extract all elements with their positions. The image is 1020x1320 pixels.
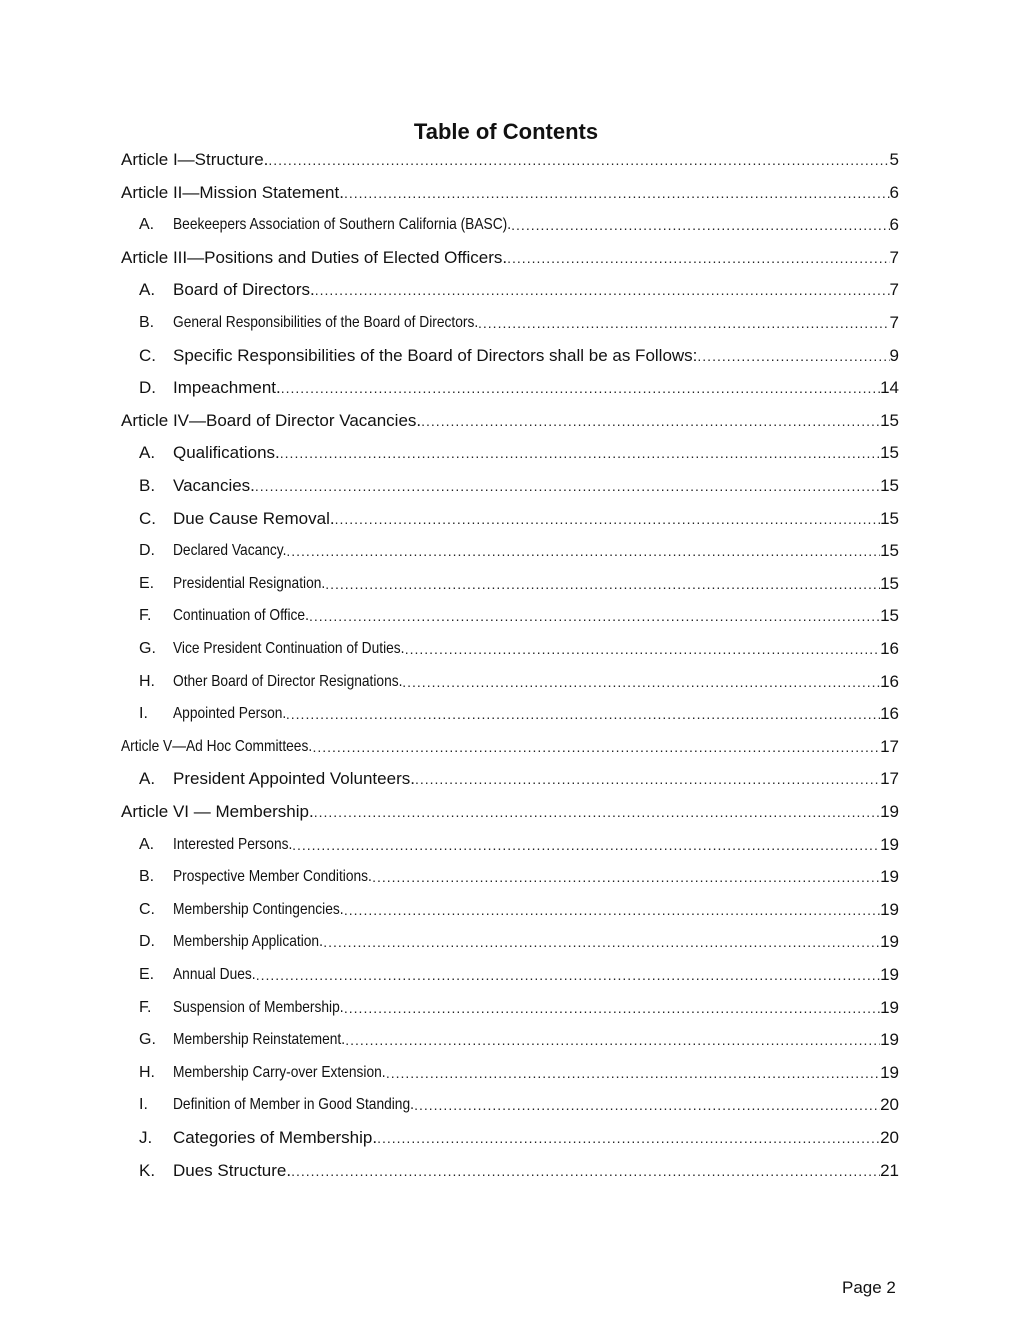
toc-entry-text: Appointed Person. <box>173 705 287 723</box>
toc-entry-label <box>121 802 314 822</box>
toc-entry-letter: E. <box>139 574 155 592</box>
toc-entry-label <box>121 248 507 268</box>
toc-entry-letter: B. <box>139 476 156 495</box>
toc-entry-label <box>139 769 415 789</box>
toc-entry-label <box>139 606 309 626</box>
toc-section-entry[interactable] <box>139 470 899 496</box>
dot-leader <box>415 769 880 789</box>
toc-entry-text: Impeachment. <box>173 378 281 398</box>
toc-entry-label <box>139 672 402 692</box>
dot-leader <box>697 346 889 366</box>
toc-section-entry[interactable] <box>139 829 899 855</box>
toc-entry-label <box>121 150 268 170</box>
toc-entry-page: 19 <box>880 1062 899 1082</box>
toc-entry-page: 6 <box>889 182 899 202</box>
toc-entry-text: Membership Contingencies. <box>173 900 344 918</box>
toc-entry-label <box>139 1030 345 1050</box>
toc-entry-label <box>139 1063 386 1083</box>
toc-entry-page: 16 <box>880 671 899 691</box>
dot-leader <box>345 1030 880 1050</box>
toc-entry-page: 7 <box>889 280 899 300</box>
toc-entry-text: Categories of Membership. <box>173 1128 378 1147</box>
dot-leader <box>507 248 889 268</box>
toc-entry-letter: B. <box>139 868 155 886</box>
toc-entry-letter: C. <box>139 508 156 528</box>
toc-entry-label <box>139 574 325 594</box>
dot-leader <box>511 215 889 235</box>
toc-entry-text: Beekeepers Association of Southern California (BASC). <box>173 216 512 234</box>
toc-entry-text: Qualifications. <box>173 443 280 463</box>
toc-entry-text: Membership Carry-over Extension. <box>173 1063 386 1081</box>
toc-entry-text: Due Cause Removal. <box>173 508 335 528</box>
toc-entry-letter: A. <box>139 443 156 463</box>
toc-section-entry[interactable] <box>139 535 899 561</box>
toc-entry-label <box>139 639 405 659</box>
toc-section-entry[interactable] <box>139 633 899 659</box>
toc-entry-letter: A. <box>139 835 155 853</box>
toc-entry-label <box>139 965 256 985</box>
toc-entry-page: 17 <box>880 736 899 756</box>
toc-entry-page: 14 <box>880 378 899 398</box>
toc-entry-text: Specific Responsibilities of the Board of Directors shall be as Follows: <box>173 345 698 365</box>
toc-entry-letter: H. <box>139 672 155 690</box>
toc-section-entry[interactable] <box>139 568 899 594</box>
toc-entry-page: 17 <box>880 769 899 789</box>
toc-entry-letter: C. <box>139 345 156 365</box>
toc-entry-letter: D. <box>139 542 155 560</box>
toc-entry-label <box>139 215 511 235</box>
toc-entry-letter: D. <box>139 933 155 951</box>
toc-entry-letter: I. <box>139 705 148 723</box>
toc-entry-page: 20 <box>880 1128 899 1147</box>
toc-entry-text: Presidential Resignation. <box>173 574 326 592</box>
dot-leader <box>268 150 889 170</box>
dot-leader <box>402 672 880 692</box>
toc-section-entry[interactable] <box>139 340 899 366</box>
toc-entry-page: 15 <box>880 410 899 430</box>
toc-entry-page: 19 <box>880 932 899 952</box>
dot-leader <box>255 476 880 496</box>
toc-entry-label <box>121 183 344 203</box>
toc-entry-label <box>139 509 335 529</box>
toc-section-entry[interactable] <box>139 274 899 300</box>
toc-entry-label <box>139 932 323 952</box>
dot-leader <box>377 1128 880 1148</box>
toc-entry-text: Continuation of Office. <box>173 607 309 625</box>
toc-entry-label <box>139 835 292 855</box>
toc-entry-page: 9 <box>889 345 899 365</box>
toc-article-entry[interactable] <box>121 144 899 170</box>
dot-leader <box>344 183 890 203</box>
toc-entry-letter: I. <box>139 1096 148 1114</box>
dot-leader <box>323 932 880 952</box>
toc-section-entry[interactable] <box>139 1089 899 1115</box>
toc-entry-page: 16 <box>880 704 899 724</box>
toc-entry-text: Annual Dues. <box>173 966 256 983</box>
toc-entry-label <box>139 1161 291 1181</box>
toc-entry-letter: G. <box>139 640 156 657</box>
toc-entry-label <box>139 443 280 463</box>
toc-entry-label <box>139 280 315 300</box>
dot-leader <box>421 411 880 431</box>
toc-entry-page: 19 <box>880 899 899 919</box>
toc-article-entry[interactable] <box>121 177 899 203</box>
toc-entry-page: 16 <box>880 639 899 658</box>
toc-entry-letter: C. <box>139 900 155 918</box>
dot-leader <box>286 541 880 561</box>
toc-section-entry[interactable] <box>139 666 899 692</box>
toc-article-entry[interactable] <box>121 731 899 757</box>
toc-section-entry[interactable] <box>139 992 899 1018</box>
dot-leader <box>291 1161 880 1181</box>
toc-entry-page: 7 <box>889 247 899 267</box>
toc-entry-page: 15 <box>880 541 899 561</box>
toc-article-entry[interactable] <box>121 405 899 431</box>
toc-entry-label <box>139 867 372 887</box>
toc-section-entry[interactable] <box>139 209 899 235</box>
toc-entry-text: General Responsibilities of the Board of Directors. <box>173 314 479 331</box>
toc-section-entry[interactable] <box>139 437 899 463</box>
toc-entry-letter: B. <box>139 314 155 331</box>
toc-entry-label <box>139 704 286 724</box>
toc-section-entry[interactable] <box>139 307 899 333</box>
toc-entry-page: 19 <box>880 997 899 1017</box>
toc-section-entry[interactable] <box>139 1122 899 1148</box>
toc-entry-label <box>139 313 478 333</box>
toc-entry-page: 19 <box>880 867 899 887</box>
toc-section-entry[interactable] <box>139 1057 899 1083</box>
toc-section-entry[interactable] <box>139 763 899 789</box>
toc-section-entry[interactable] <box>139 503 899 529</box>
toc-entry-label <box>139 998 344 1018</box>
toc-entry-text: Other Board of Director Resignations. <box>173 672 403 690</box>
dot-leader <box>312 737 880 757</box>
toc-entry-label <box>139 900 344 920</box>
toc-entry-label <box>139 1128 377 1148</box>
toc-entry-page: 15 <box>880 606 899 626</box>
toc-entry-text: Suspension of Membership. <box>173 998 344 1016</box>
dot-leader <box>372 867 880 887</box>
toc-section-entry[interactable] <box>139 372 899 398</box>
toc-section-entry[interactable] <box>139 926 899 952</box>
toc-entry-label <box>121 737 312 757</box>
toc-entry-page: 15 <box>880 476 899 495</box>
toc-entry-label <box>139 476 255 496</box>
toc-entry-page: 21 <box>880 1160 899 1180</box>
page-number: Page 2 <box>842 1278 896 1297</box>
toc-entry-text: Membership Application. <box>173 933 323 951</box>
toc-entry-page: 20 <box>880 1095 899 1115</box>
toc-entry-text: Article I—Structure. <box>121 150 269 169</box>
dot-leader <box>344 998 880 1018</box>
toc-entry-letter: A. <box>139 216 155 234</box>
toc-entry-letter: J. <box>139 1128 153 1147</box>
toc-entry-text: Article VI — Membership. <box>121 802 314 821</box>
toc-entry-label <box>139 346 697 366</box>
dot-leader <box>315 280 890 300</box>
dot-leader <box>386 1063 880 1083</box>
toc-entry-text: Article IV—Board of Director Vacancies. <box>121 410 422 430</box>
toc-entry-letter: G. <box>139 1031 156 1049</box>
toc-article-entry[interactable] <box>121 242 899 268</box>
toc-entry-text: Article V—Ad Hoc Committees. <box>121 737 313 755</box>
toc-entry-text: Dues Structure. <box>173 1160 292 1180</box>
toc-entry-letter: A. <box>139 769 156 789</box>
dot-leader <box>286 704 880 724</box>
toc-entry-text: Article II—Mission Statement. <box>121 182 344 202</box>
toc-entry-letter: H. <box>139 1063 155 1081</box>
toc-entry-text: Article III—Positions and Duties of Elected Officers. <box>121 247 508 267</box>
dot-leader <box>478 313 890 333</box>
toc-entry-letter: D. <box>139 378 156 398</box>
dot-leader <box>281 378 880 398</box>
dot-leader <box>335 509 881 529</box>
toc-entry-page: 5 <box>889 150 899 169</box>
toc-section-entry[interactable] <box>139 1155 899 1181</box>
toc-section-entry[interactable] <box>139 894 899 920</box>
toc-entry-page: 19 <box>880 1030 899 1050</box>
toc-entry-page: 15 <box>880 508 899 528</box>
toc-entry-text: Board of Directors. <box>173 280 315 300</box>
toc-section-entry[interactable] <box>139 861 899 887</box>
toc-entry-letter: E. <box>139 966 155 983</box>
toc-entry-page: 15 <box>880 573 899 593</box>
dot-leader <box>309 606 880 626</box>
dot-leader <box>414 1095 880 1115</box>
toc-section-entry[interactable] <box>139 959 899 985</box>
toc-entry-label <box>139 541 286 561</box>
toc-entry-text: Declared Vacancy. <box>173 542 287 560</box>
dot-leader <box>344 900 880 920</box>
dot-leader <box>314 802 880 822</box>
dot-leader <box>256 965 880 985</box>
toc-entry-letter: K. <box>139 1160 156 1180</box>
toc-title: Table of Contents <box>413 119 599 144</box>
toc-entry-text: Prospective Member Conditions. <box>173 868 372 886</box>
toc-entry-text: Vacancies. <box>173 476 255 495</box>
toc-entry-page: 15 <box>880 443 899 463</box>
toc-entry-page: 19 <box>880 802 899 821</box>
toc-entry-text: Definition of Member in Good Standing. <box>173 1096 414 1114</box>
dot-leader <box>280 443 880 463</box>
dot-leader <box>292 835 880 855</box>
dot-leader <box>325 574 880 594</box>
toc-entry-page: 7 <box>889 313 899 332</box>
toc-entry-page: 19 <box>880 965 899 984</box>
toc-entry-label <box>121 411 421 431</box>
toc-entry-page: 6 <box>889 215 899 235</box>
toc-entry-text: President Appointed Volunteers. <box>173 769 415 789</box>
toc-section-entry[interactable] <box>139 1024 899 1050</box>
toc-entry-label <box>139 1095 414 1115</box>
toc-entry-letter: F. <box>139 607 152 625</box>
dot-leader <box>405 639 880 659</box>
toc-entry-text: Vice President Continuation of Duties. <box>173 640 405 657</box>
toc-article-entry[interactable] <box>121 796 899 822</box>
toc-entry-label <box>139 378 281 398</box>
toc-entry-page: 19 <box>880 834 899 854</box>
toc-section-entry[interactable] <box>139 600 899 626</box>
toc-entry-text: Interested Persons. <box>173 835 293 853</box>
toc-entry-letter: F. <box>139 998 152 1016</box>
toc-entry-letter: A. <box>139 280 156 300</box>
toc-section-entry[interactable] <box>139 698 899 724</box>
toc-entry-text: Membership Reinstatement. <box>173 1031 346 1049</box>
